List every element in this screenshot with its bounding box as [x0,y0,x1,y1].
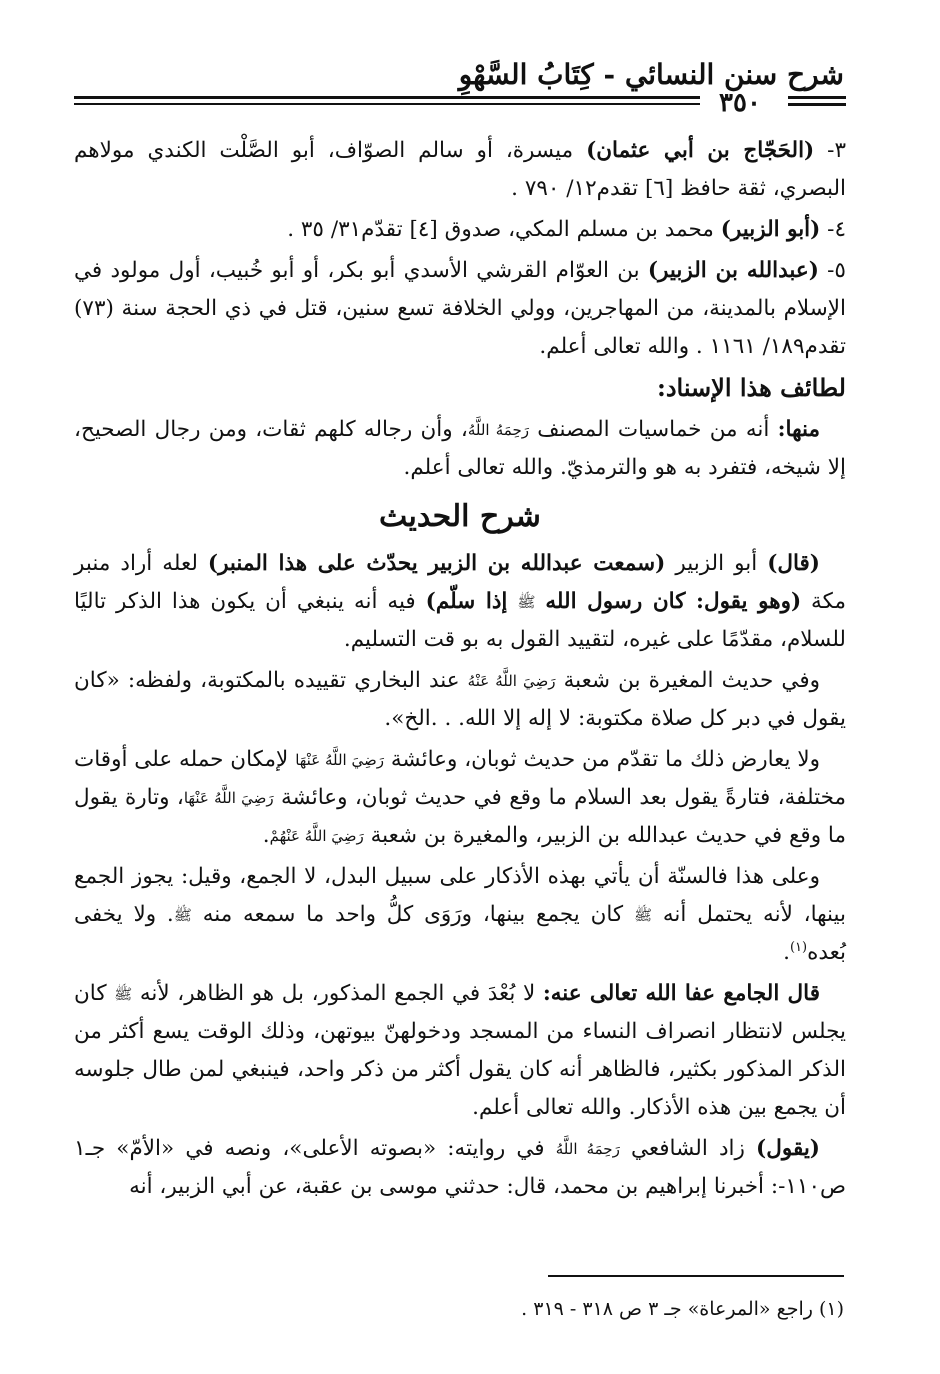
header-rule-right-upper [788,96,846,99]
honorific-glyph: رَحِمَهُ اللَّهُ [555,1140,620,1158]
text-run: وعلى هذا فالسنّة أن يأتي بهذه الأذكار على سبيل البدل، لا الجمع، وقيل: يجوز الجمع بينها، لأنه يحتمل أنه [74,864,846,927]
honorific-glyph: ﷺ [173,906,192,924]
narrator-entry [74,252,846,366]
text-run: ، وتارة يقول ما وقع في حديث عبدالله بن الزبير، والمغيرة بن شعبة [74,785,846,848]
text-run: . ولا يخفى بُعده [74,902,846,965]
bold-text: قال الجامع عفا الله تعالى عنه: [542,981,820,1006]
honorific-glyph: رَضِيَ اللَّهُ عَنْهُ [467,672,556,690]
text-run: لإمكان حمله على أوقات مختلفة، فتارةً يقول بعد السلام ما وقع في حديث ثوبان، وعائشة [74,747,846,810]
text-run: في روايته: «بصوته الأعلى»، ونصه في «الأمّ» جـ١ ص١١٠-: أخبرنا إبراهيم بن محمد، قال: حدثني موسى بن عقبة، عن أبي الزبير، أنه [74,1136,846,1199]
text-run: . [783,940,790,965]
text-run: ، وأن رجاله كلهم ثقات، ومن رجال الصحيح، إلا شيخه، فتفرد به هو والترمذيّ. والله تعالى أعلم. [74,417,846,480]
honorific-glyph: ﷺ [633,906,653,924]
honorific-glyph: ﷺ [517,593,536,611]
header-rule-left-lower [74,103,700,105]
narrator-entry [74,132,846,208]
bold-text: (يقول) [756,1136,820,1161]
sharh-paragraph-3 [74,741,846,855]
section-heading-lataif: لطائف هذا الإسناد: [656,373,846,402]
sharh-paragraph-1 [74,545,846,659]
honorific-glyph: رَضِيَ اللَّهُ عَنْهَا [295,751,385,769]
header-rule-left-upper [74,96,700,99]
text-run: زاد الشافعي [630,1136,757,1161]
narrator-description: محمد بن مسلم المكي، صدوق [٤] تقدّم٣١/ ٣٥ . [287,217,714,242]
honorific-glyph: رَضِيَ اللَّهُ عَنْهُمْ [269,827,364,845]
text-run: لعله أراد منبر مكة [74,551,846,614]
bold-text: (سمعت عبدالله بن الزبير يحدّث على هذا المنبر) [207,551,666,576]
text-run: كان يجمع بينها، ورَوَى كلُّ واحد ما سمعه منه [202,902,624,927]
honorific-glyph: رَضِيَ اللَّهُ عَنْهَا [183,789,274,807]
footnote-reference[interactable]: (١) [789,939,808,955]
section-heading-sharh: شرح الحديث [379,499,541,534]
bold-text: (قال) [767,551,820,576]
main-text [74,132,846,1209]
narrator-description: ميسرة، أو سالم الصوّاف، أبو الصَّلْت الكندي مولاهم البصري، ثقة حافظ [٦] تقدم١٢/ ٧٩٠ . [74,138,846,201]
sharh-paragraph-2 [74,662,846,738]
narrator-number: ٤- [827,217,846,242]
narrator-name: (أبو الزبير) [720,217,821,242]
narrator-name: (عبدالله بن الزبير) [647,258,819,283]
text-run: أبو الزبير [665,551,768,576]
honorific-glyph: ﷺ [114,985,133,1003]
bold-text: (وهو يقول: كان رسول الله [545,589,802,614]
footnote-separator [548,1275,844,1277]
narrator-name: (الحَجّاج بن أبي عثمان) [586,138,815,163]
narrator-description: بن العوّام القرشي الأسدي أبو بكر، أو أبو خُبيب، أول مولود في الإسلام بالمدينة، من المهاجرين، وولي الخلافة تسع سنين، قتل في ذي الحجة سنة (٧٣) تقدم١٨٩/ ١١٦١ . والله تعالى أعلم. [74,258,846,359]
text-run: ولا يعارض ذلك ما تقدّم من حديث ثوبان، وعائشة [390,747,821,772]
sharh-paragraph-4 [74,858,846,972]
narrator-entry [74,211,846,249]
page-number: ٣٥٠ [719,88,761,118]
narrator-number: ٥- [827,258,846,283]
text-run: وفي حديث المغيرة بن شعبة [563,668,820,693]
honorific-glyph: رَحِمَهُ اللَّهُ [467,421,529,439]
footnote-text: (١) راجع «المرعاة» جـ ٣ ص ٣١٨ - ٣١٩ . [521,1298,844,1320]
lataif-paragraph [74,411,846,487]
sharh-paragraph-5 [74,975,846,1127]
header-rule-right-lower [788,103,846,106]
text-run: . [262,823,270,848]
running-header-title: شرح سنن النسائي - كِتَابُ السَّهْوِ [458,58,844,91]
text-run: فيه أنه ينبغي أن يكون هذا الذكر تاليًا للسلام، مقدّمًا على غيره، لتقييد القول به بو قت التسليم. [74,589,846,652]
text-run: عند البخاري تقييده بالمكتوبة، ولفظه: «كان يقول في دبر كل صلاة مكتوبة: لا إله إلا الله. . .الخ». [74,668,846,731]
sharh-paragraph-6 [74,1130,846,1206]
text-run: لا بُعْدَ في الجمع المذكور، بل هو الظاهر، لأنه [139,981,543,1006]
text-run: أنه من خماسيات المصنف [537,417,770,442]
narrator-number: ٣- [827,138,846,163]
bold-text: إذا سلّم) [425,589,508,614]
text-run: كان يجلس لانتظار انصراف النساء من المسجد ودخولهنّ بيوتهن، وذلك الوقت يسع أكثر من الذكر المذكور بكثير، فالظاهر أنه كان يقول أكثر من ذكر واحد، فينبغي لمن طال جلوسه أن يجمع بين هذه الأذكار. والله تعالى أعلم. [74,981,846,1120]
lataif-lead: منها: [777,417,820,442]
